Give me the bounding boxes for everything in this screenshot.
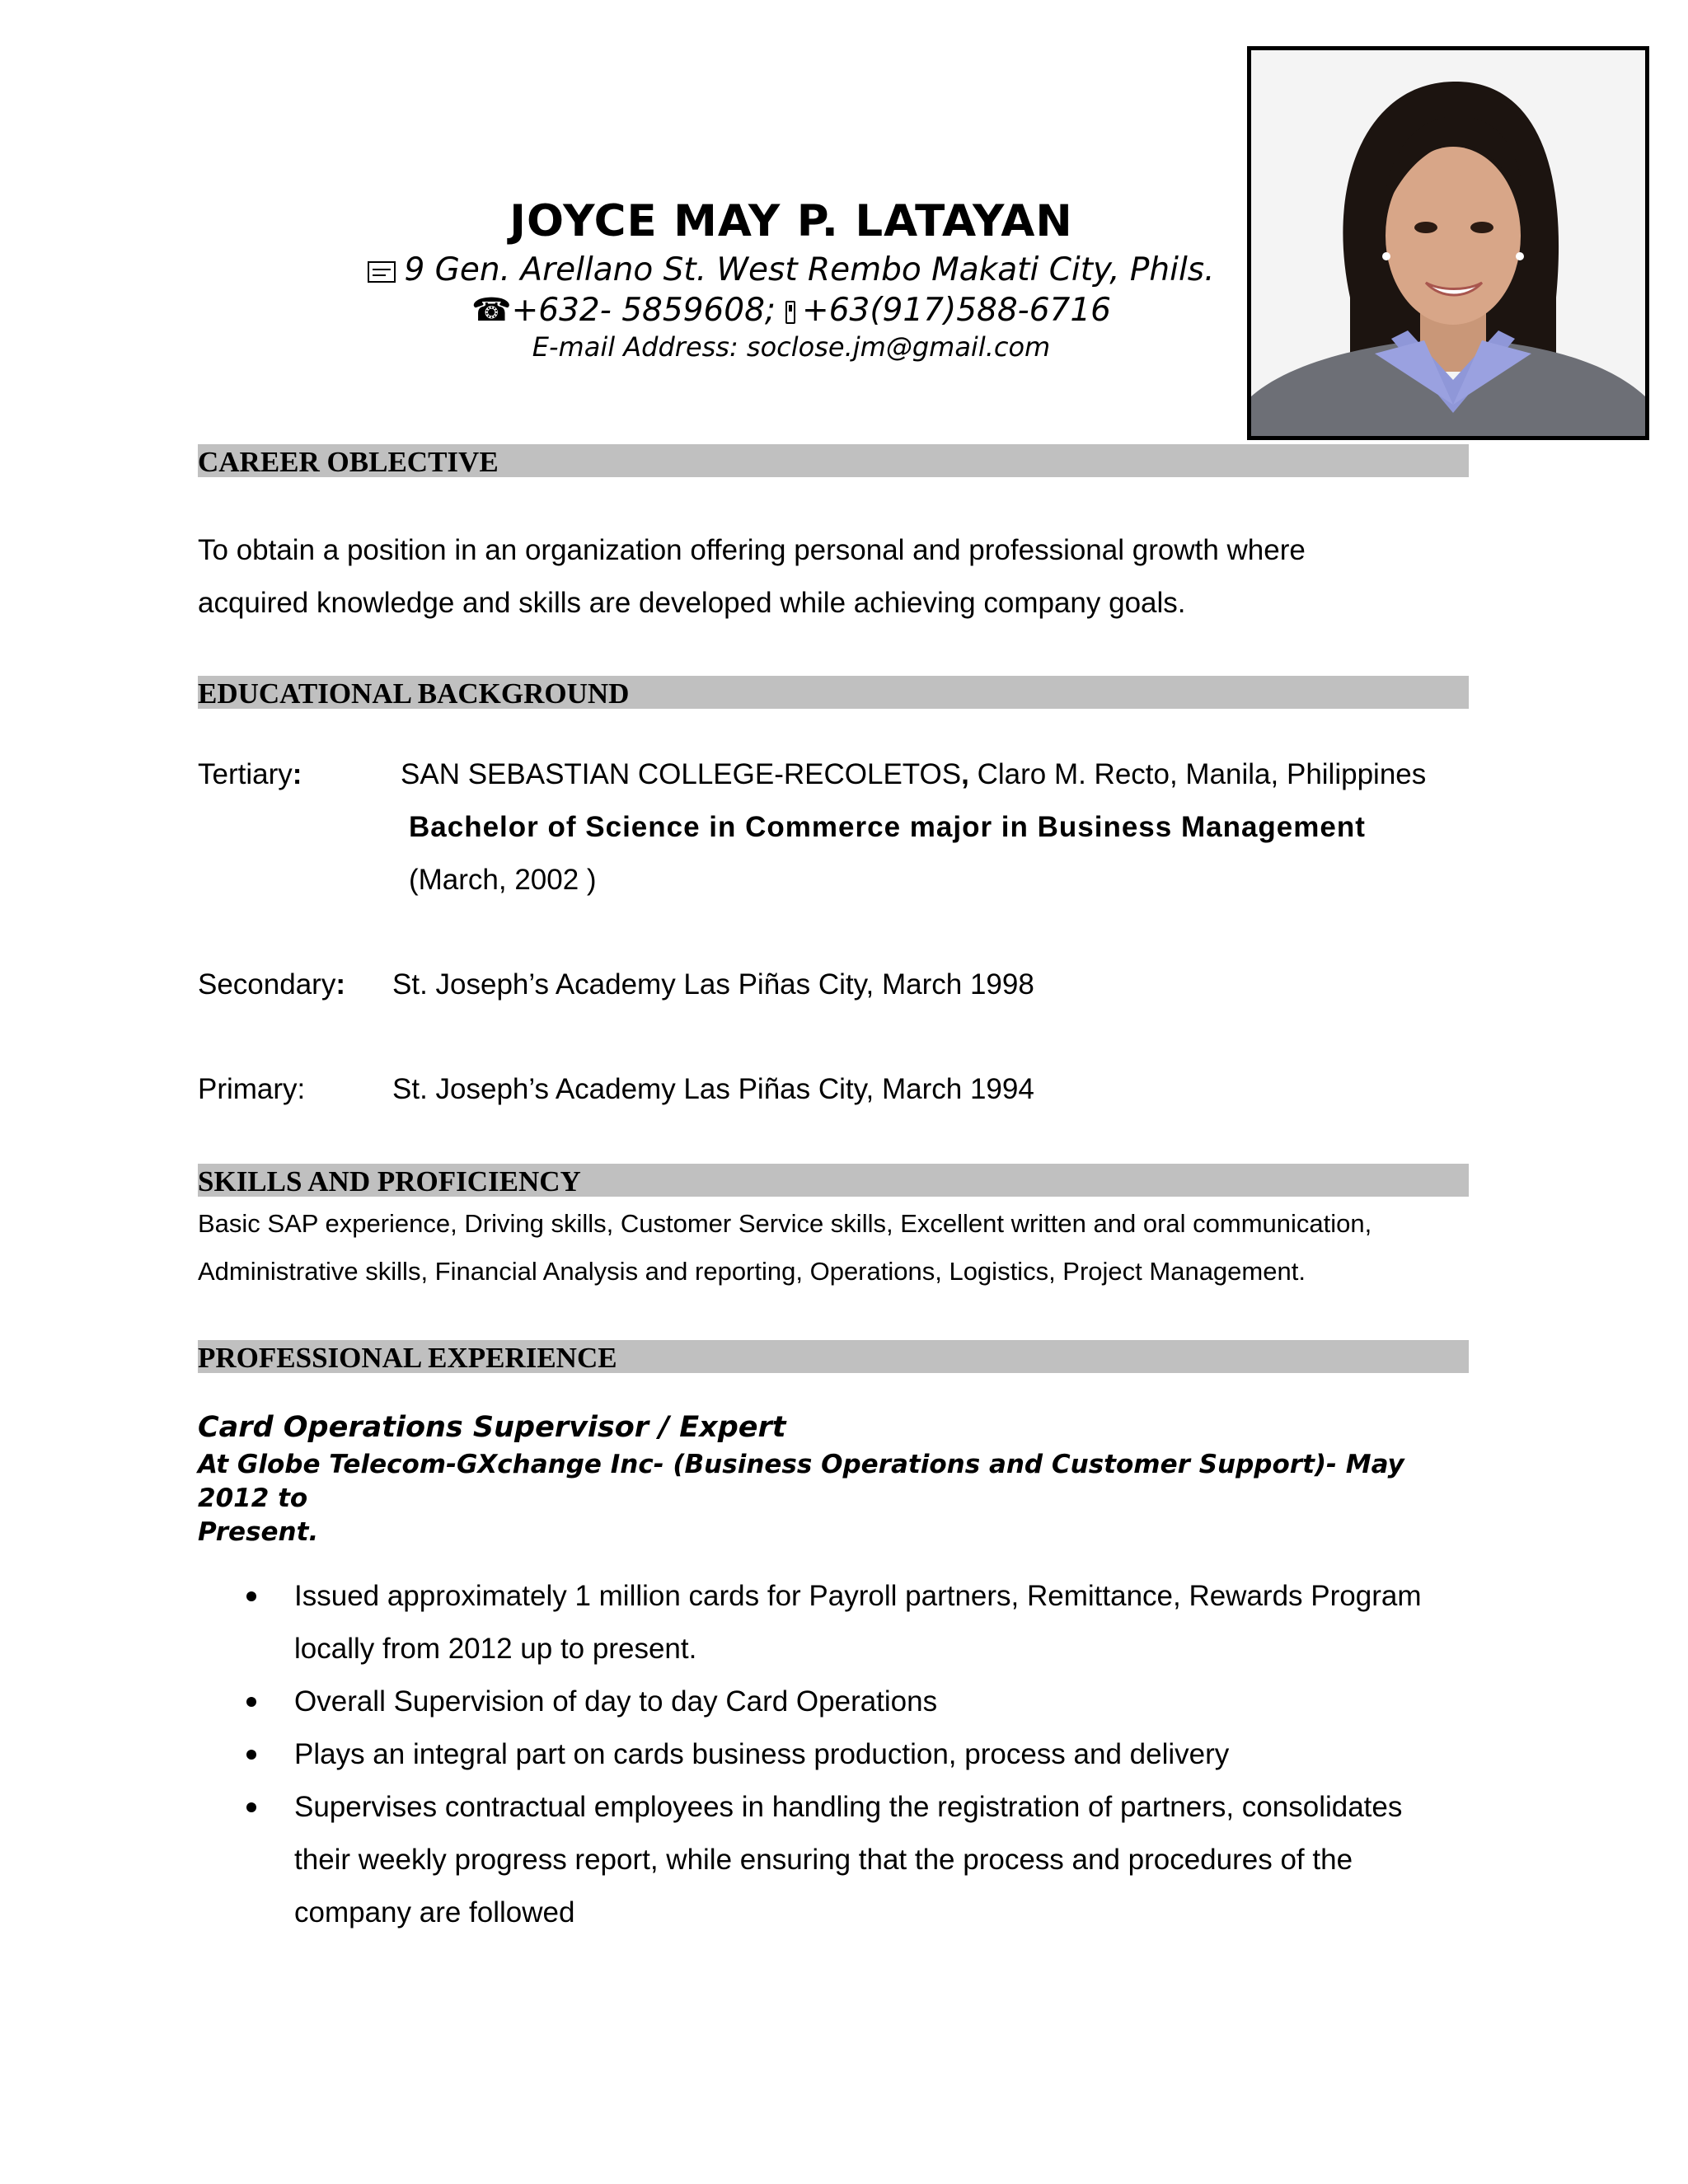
tertiary-date: (March, 2002 )	[409, 864, 597, 896]
career-objective-text	[198, 524, 1484, 630]
email-line: E-mail Address: soclose.jm@gmail.com	[532, 331, 1051, 363]
address-text: 9 Gen. Arellano St. West Rembo Makati City, Phils.	[404, 251, 1215, 288]
company-line-1: At Globe Telecom-GXchange Inc- (Business Operations and Customer Support)- May 2012 to	[198, 1450, 1404, 1513]
mobile-phone-icon	[785, 301, 795, 324]
mobile-number: +63(917)588-6716	[802, 292, 1111, 329]
tertiary-degree: Bachelor of Science in Commerce major in Business Management	[409, 811, 1366, 843]
tertiary-school: SAN SEBASTIAN COLLEGE-RECOLETOS, Claro M. Recto, Manila, Philippines	[401, 758, 1427, 790]
landline-number: +632- 5859608;	[511, 292, 776, 329]
section-title-education: EDUCATIONAL BACKGROUND	[198, 677, 630, 710]
skills-line: Basic SAP experience, Driving skills, Customer Service skills, Excellent written and oral communication,	[198, 1209, 1372, 1238]
profile-photo	[1247, 46, 1649, 440]
list-item: Overall Supervision of day to day Card Operations	[294, 1675, 1489, 1728]
list-item: Supervises contractual employees in handling the registration of partners, consolidates their weekly progress report, while ensuring that the process and procedures of the company are followed	[294, 1781, 1489, 1939]
primary-school: St. Joseph’s Academy Las Piñas City, March 1994	[392, 1073, 1034, 1105]
primary-label: Primary:	[198, 1073, 306, 1105]
skills-line: Administrative skills, Financial Analysis and reporting, Operations, Logistics, Project Management.	[198, 1257, 1306, 1286]
section-bar-experience	[198, 1340, 1469, 1373]
address-line	[247, 251, 1335, 288]
secondary-label: Secondary:	[198, 968, 345, 1001]
section-bar-education	[198, 676, 1469, 709]
skills-text	[198, 1200, 1500, 1296]
bullet-icon	[246, 1802, 256, 1812]
company-line-2: Present.	[198, 1517, 319, 1547]
phone-line	[247, 292, 1335, 329]
company-line	[198, 1448, 1484, 1549]
list-item: Plays an integral part on cards business production, process and delivery	[294, 1728, 1489, 1781]
telephone-icon: ☎	[471, 292, 512, 329]
bullet-icon	[246, 1750, 256, 1760]
bullet-icon	[246, 1697, 256, 1707]
section-bar-skills	[198, 1164, 1469, 1197]
tertiary-school-location: Claro M. Recto, Manila, Philippines	[977, 758, 1427, 790]
section-bar-career-objective	[198, 444, 1469, 477]
responsibility-list	[294, 1570, 1489, 1939]
section-title-skills: SKILLS AND PROFICIENCY	[198, 1165, 581, 1197]
section-title-experience: PROFESSIONAL EXPERIENCE	[198, 1342, 617, 1374]
job-title: Card Operations Supervisor / Expert	[198, 1411, 786, 1444]
tertiary-school-name: SAN SEBASTIAN COLLEGE-RECOLETOS	[401, 758, 962, 790]
portrait-illustration	[1251, 50, 1645, 436]
applicant-name: JOYCE MAY P. LATAYAN	[509, 196, 1073, 246]
secondary-school: St. Joseph’s Academy Las Piñas City, March 1998	[392, 968, 1034, 1001]
bullet-icon	[246, 1591, 256, 1601]
career-objective-line: To obtain a position in an organization offering personal and professional growth where	[198, 534, 1306, 566]
section-title-career-objective: CAREER OBLECTIVE	[198, 446, 499, 478]
tertiary-label: Tertiary:	[198, 758, 302, 790]
list-item: Issued approximately 1 million cards for Payroll partners, Remittance, Rewards Program locally from 2012 up to present.	[294, 1570, 1489, 1675]
mail-icon	[368, 261, 396, 283]
career-objective-line: acquired knowledge and skills are developed while achieving company goals.	[198, 587, 1186, 619]
